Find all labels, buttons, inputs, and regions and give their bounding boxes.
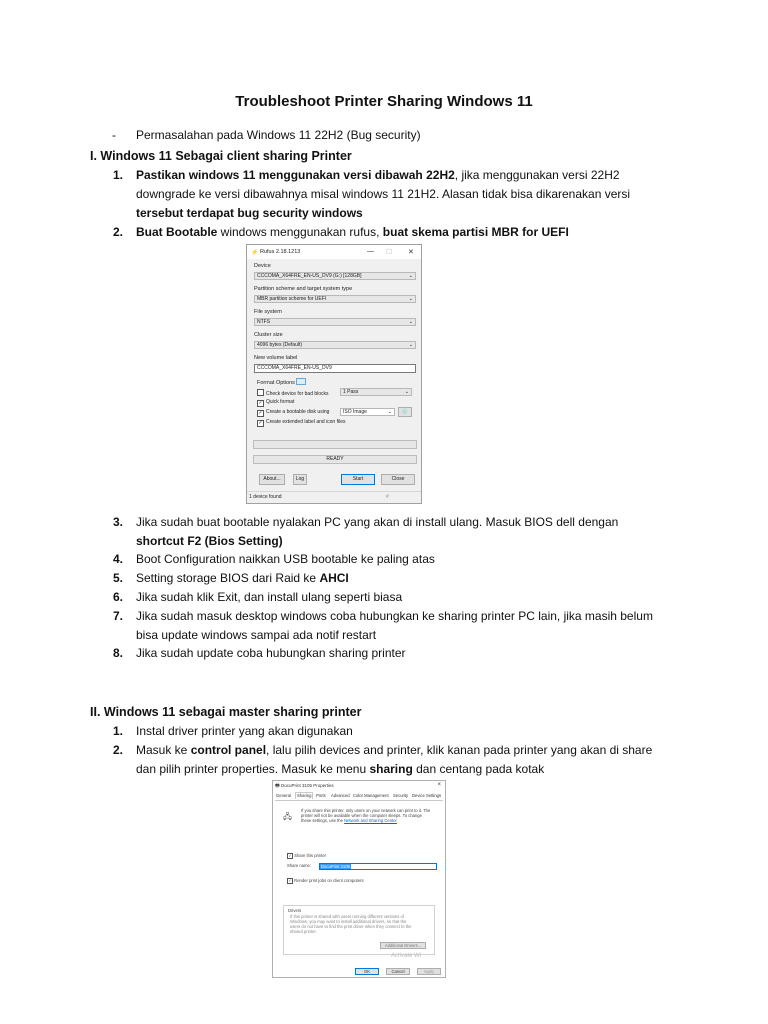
- s1-step-3-line-1: [136, 513, 618, 531]
- printer-icon: 🖶: [275, 783, 280, 789]
- render-jobs-checkbox[interactable]: [287, 878, 364, 884]
- text-segment: Boot Configuration naikkan USB bootable ke paling atas: [136, 552, 435, 566]
- network-sharing-link[interactable]: Network and Sharing Center: [344, 818, 397, 823]
- rufus-titlebar: [247, 245, 421, 259]
- iso-select[interactable]: [340, 408, 395, 416]
- start-button[interactable]: Start: [341, 474, 375, 485]
- s1-step-7-line-1: [136, 607, 653, 625]
- checkmark-icon: ✓: [258, 420, 263, 426]
- apply-button[interactable]: Apply: [417, 968, 441, 975]
- checkmark-icon: ✓: [288, 878, 292, 883]
- text-segment: Instal driver printer yang akan digunakan: [136, 724, 353, 738]
- text-segment: sharing: [369, 762, 413, 776]
- cluster-value: 4096 bytes (Default): [257, 342, 303, 348]
- printer-properties-window: [272, 780, 446, 978]
- log-button[interactable]: Log: [293, 474, 307, 485]
- status-bar: READY: [253, 455, 417, 464]
- cluster-select[interactable]: [254, 341, 416, 349]
- s1-step-5-number: 5.: [113, 571, 124, 585]
- device-count: 1 device found: [249, 494, 282, 500]
- rufus-title: Rufus 2.18.1213: [260, 249, 301, 255]
- s1-step-2-line-1: [136, 223, 569, 241]
- cluster-label: Cluster size: [254, 332, 283, 338]
- close-button[interactable]: Close: [381, 474, 415, 485]
- iso-value: ISO Image: [343, 409, 367, 415]
- s1-step-3-line-2: [136, 532, 283, 550]
- text-segment: AHCI: [319, 571, 349, 585]
- share-name-input[interactable]: [319, 863, 437, 870]
- s1-step-6-number: 6.: [113, 590, 124, 604]
- s1-step-5-line-1: [136, 569, 349, 587]
- s1-step-1-line-3: [136, 204, 363, 222]
- info-text-3-prefix: these settings, use the: [301, 818, 345, 823]
- text-segment: Pastikan windows 11 menggunakan versi dibawah 22H2: [136, 168, 455, 182]
- tab-advanced[interactable]: Advanced: [331, 793, 350, 798]
- text-segment: Jika sudah klik Exit, dan install ulang seperti biasa: [136, 590, 403, 604]
- checkmark-icon: ✓: [258, 400, 263, 406]
- s2-step-2-number: 2.: [113, 743, 124, 757]
- quick-format-label: Quick format: [266, 399, 295, 405]
- text-segment: , lalu pilih devices and printer, klik kanan pada printer yang akan di share: [266, 743, 653, 757]
- drivers-text-2: Windows, you may want to install additional drivers, so that the: [290, 919, 407, 924]
- text-segment: dan pilih printer properties. Masuk ke menu: [136, 762, 370, 776]
- s1-step-2-number: 2.: [113, 225, 124, 239]
- pp-titlebar: [273, 781, 445, 791]
- filesystem-label: File system: [254, 309, 282, 315]
- s1-step-1-line-1: [136, 166, 620, 184]
- disc-button[interactable]: [398, 407, 412, 417]
- ok-button[interactable]: OK: [355, 968, 379, 975]
- intro-bullet-text: Permasalahan pada Windows 11 22H2 (Bug security): [136, 128, 421, 142]
- s1-step-6-line-1: [136, 588, 402, 606]
- drivers-text-3: users do not have to find the print driver when they connect to the: [290, 924, 412, 929]
- drivers-heading: Drivers: [288, 908, 302, 913]
- text-segment: Masuk ke: [136, 743, 191, 757]
- bootable-disk-label: Create a bootable disk using: [266, 409, 330, 415]
- bad-blocks-label: Check device for bad blocks: [266, 391, 329, 397]
- volume-label: New volume label: [254, 355, 298, 361]
- text-segment: control panel: [190, 743, 267, 757]
- chevron-down-icon: ⌄: [404, 389, 409, 395]
- tab-color-management[interactable]: Color Management: [353, 793, 389, 798]
- text-segment: Buat Bootable: [136, 225, 218, 239]
- partition-value: MBR partition scheme for UEFI: [257, 296, 327, 302]
- section2-heading: II. Windows 11 sebagai master sharing printer: [90, 705, 362, 719]
- share-name-label: Share name:: [287, 863, 311, 868]
- usb-icon: ⚡: [251, 250, 259, 256]
- info-text-2: printer will not be available when the computer sleeps. To change: [301, 813, 422, 818]
- chevron-down-icon: ⌄: [408, 342, 413, 348]
- bootable-disk-checkbox[interactable]: [257, 409, 329, 417]
- additional-drivers-button[interactable]: Additional Drivers...: [380, 942, 426, 949]
- text-segment: downgrade ke versi dibawahnya misal windows 11 21H2. Alasan tidak bisa dikarenakan versi: [136, 187, 631, 201]
- section1-heading: I. Windows 11 Sebagai client sharing Printer: [90, 149, 352, 163]
- chevron-down-icon: ⌄: [408, 319, 413, 325]
- volume-input[interactable]: CCCOMA_X64FRE_EN-US_DV9: [254, 364, 416, 373]
- hash-icon[interactable]: #: [386, 494, 389, 500]
- device-label: Device: [254, 263, 271, 269]
- intro-bullet-mark: -: [112, 128, 116, 142]
- text-segment: tersebut terdapat bug security windows: [136, 206, 363, 220]
- pp-title: DocuPrint 3105 Properties: [281, 783, 334, 788]
- filesystem-value: NTFS: [257, 319, 271, 325]
- render-jobs-label: Render print jobs on client computers: [294, 878, 364, 883]
- minimize-icon[interactable]: —: [367, 248, 374, 255]
- tab-sharing[interactable]: Sharing: [297, 793, 312, 798]
- pp-tabs: [275, 793, 443, 801]
- text-segment: , jika menggunakan versi 22H2: [454, 168, 620, 182]
- s1-step-4-line-1: [136, 550, 435, 568]
- device-select[interactable]: [254, 272, 416, 280]
- text-segment: windows menggunakan rufus,: [217, 225, 383, 239]
- quick-format-checkbox[interactable]: [257, 399, 294, 407]
- extended-label-text: Create extended label and icon files: [266, 419, 346, 425]
- tab-security[interactable]: Security: [393, 793, 409, 798]
- close-icon[interactable]: ×: [437, 782, 441, 788]
- format-options-text: Format Options: [257, 380, 295, 386]
- s2-step-1-number: 1.: [113, 724, 124, 738]
- rufus-window: [246, 244, 422, 504]
- drivers-text-4: shared printer.: [290, 929, 317, 934]
- filesystem-select[interactable]: [254, 318, 416, 326]
- rufus-footer: [247, 491, 421, 503]
- shared-printer-icon: 🖧: [283, 812, 292, 821]
- tab-ports[interactable]: Ports: [316, 793, 326, 798]
- maximize-icon[interactable]: ☐: [386, 249, 393, 256]
- about-button[interactable]: About...: [259, 474, 285, 485]
- text-segment: Jika sudah update coba hubungkan sharing printer: [136, 646, 406, 660]
- close-icon[interactable]: ✕: [408, 249, 414, 256]
- s1-step-8-line-1: [136, 644, 406, 662]
- chevron-down-icon: ⌄: [408, 296, 413, 302]
- s1-step-8-number: 8.: [113, 646, 124, 660]
- passes-select[interactable]: [340, 388, 412, 396]
- collapse-icon[interactable]: [296, 378, 306, 385]
- share-printer-label: Share this printer: [294, 853, 327, 858]
- text-segment: Setting storage BIOS dari Raid ke: [136, 571, 320, 585]
- text-segment: dan centang pada kotak: [412, 762, 545, 776]
- text-segment: shortcut F2 (Bios Setting): [136, 534, 283, 548]
- device-value: CCCOMA_X64FRE_EN-US_DV9 (G:) [128GB]: [257, 273, 362, 279]
- info-text-1: If you share this printer, only users on your network can print to it. The: [301, 808, 431, 813]
- s2-step-2-line-1: [136, 741, 652, 759]
- page-title: Troubleshoot Printer Sharing Windows 11: [235, 93, 533, 110]
- info-text-3: [301, 818, 397, 823]
- bad-blocks-checkbox[interactable]: [257, 389, 329, 397]
- s2-step-2-line-2: [136, 760, 544, 778]
- checkmark-icon: ✓: [288, 853, 292, 858]
- extended-label-checkbox[interactable]: [257, 419, 346, 427]
- s2-step-1-line-1: [136, 722, 353, 740]
- progress-bar: [253, 440, 417, 449]
- tab-device-settings[interactable]: Device Settings: [412, 793, 442, 798]
- s1-step-1-line-2: [136, 185, 630, 203]
- activate-watermark: Activate Wi: [391, 953, 422, 959]
- format-options-label: [257, 378, 306, 386]
- text-segment: bisa update windows sampai ada notif restart: [136, 628, 377, 642]
- drivers-text-1: If this printer is shared with users running different versions of: [290, 914, 404, 919]
- s1-step-4-number: 4.: [113, 552, 124, 566]
- chevron-down-icon: ⌄: [387, 409, 392, 415]
- chevron-down-icon: ⌄: [408, 273, 413, 279]
- s1-step-7-number: 7.: [113, 609, 124, 623]
- text-segment: buat skema partisi MBR for UEFI: [382, 225, 569, 239]
- text-segment: Jika sudah masuk desktop windows coba hubungkan ke sharing printer PC lain, jika masih belum: [136, 609, 653, 623]
- share-printer-checkbox[interactable]: [287, 853, 326, 859]
- disc-icon: 💿: [401, 409, 409, 415]
- tab-general[interactable]: General: [276, 793, 291, 798]
- share-name-value: DocuPrint 3105: [321, 864, 350, 869]
- checkbox-icon: [257, 389, 264, 396]
- s1-step-7-line-2: [136, 626, 376, 644]
- passes-value: 1 Pass: [343, 389, 359, 395]
- checkmark-icon: ✓: [258, 410, 263, 416]
- partition-label: Partition scheme and target system type: [254, 286, 353, 292]
- drivers-group: [283, 905, 435, 955]
- s1-step-3-number: 3.: [113, 515, 124, 529]
- partition-select[interactable]: [254, 295, 416, 303]
- text-segment: Jika sudah buat bootable nyalakan PC yang akan di install ulang. Masuk BIOS dell dengan: [136, 515, 619, 529]
- cancel-button[interactable]: Cancel: [386, 968, 410, 975]
- s1-step-1-number: 1.: [113, 168, 124, 182]
